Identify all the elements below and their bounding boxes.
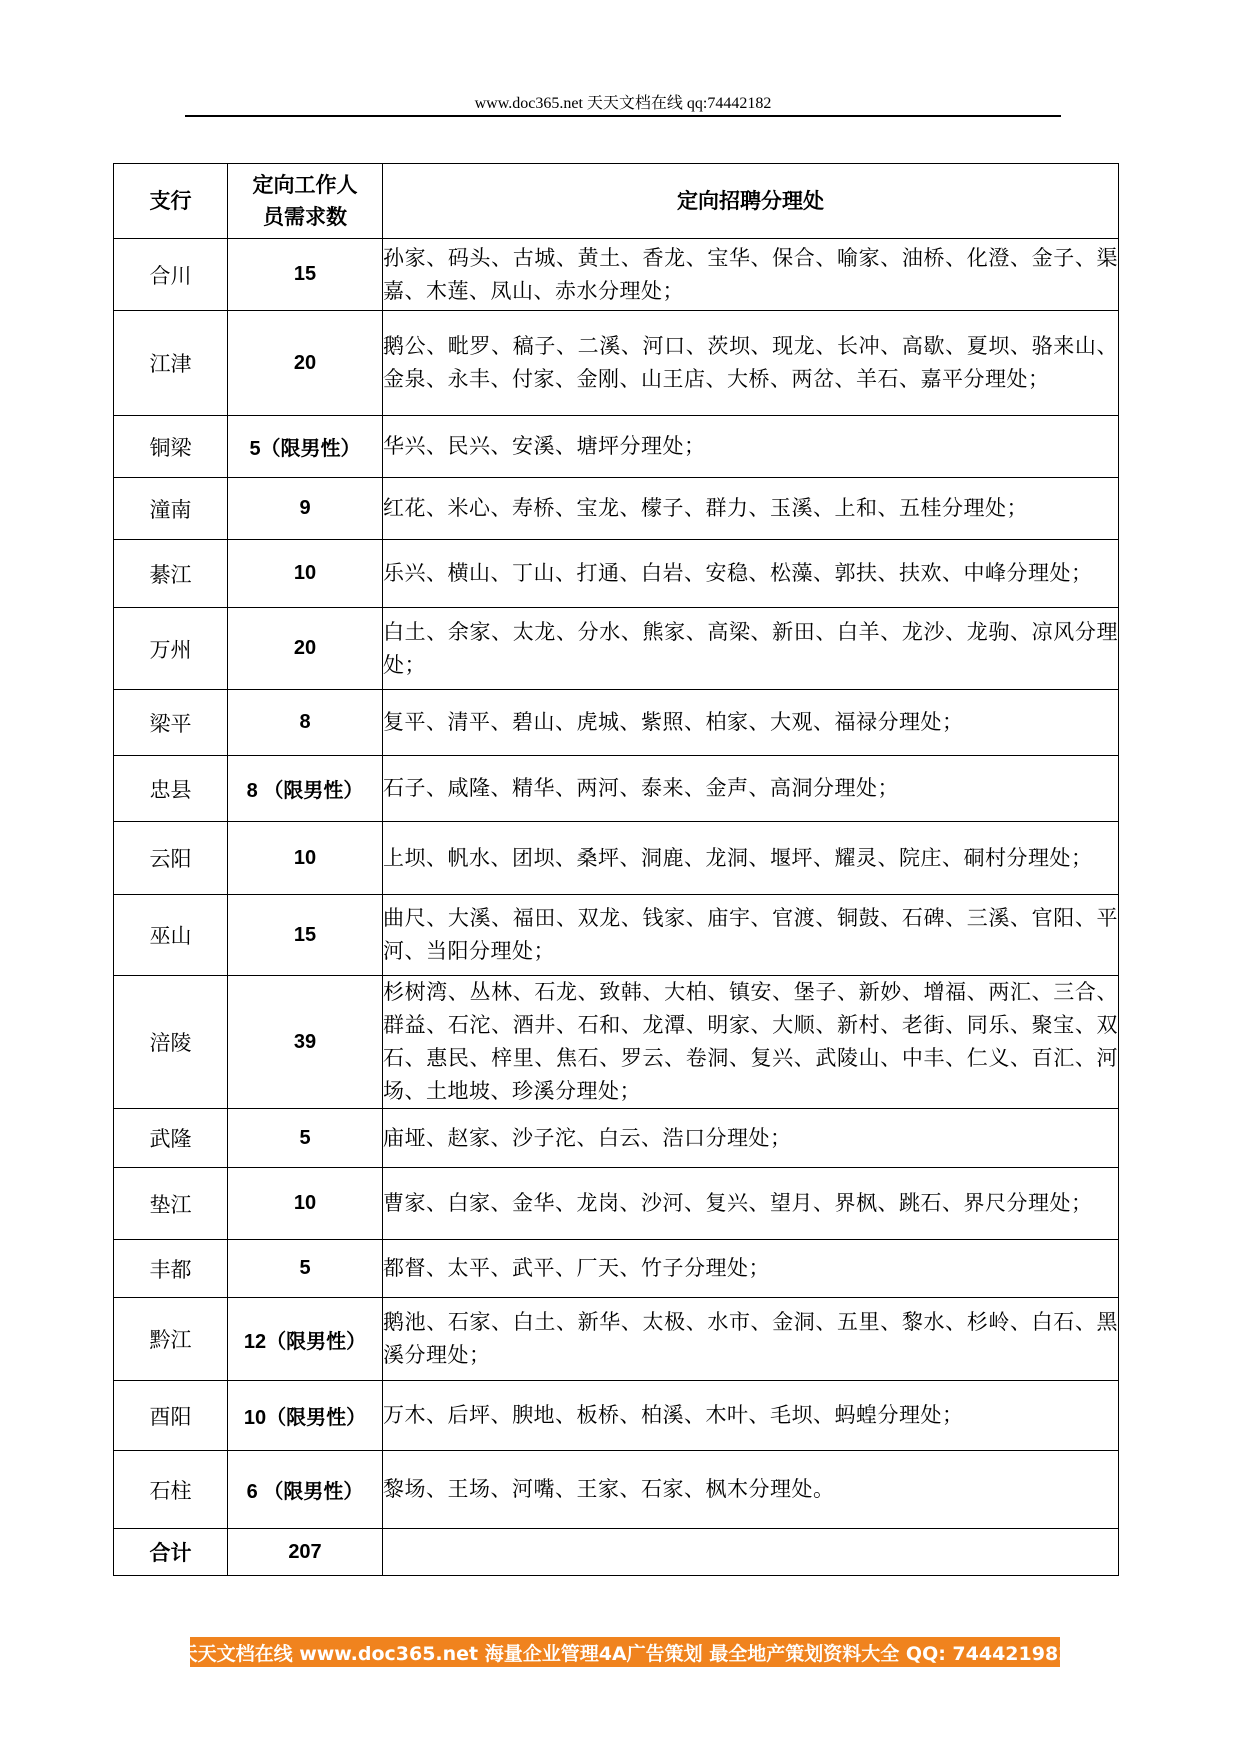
branch-cell: 江津 <box>114 311 228 416</box>
table-row <box>114 478 1119 540</box>
branch-cell: 涪陵 <box>114 976 228 1109</box>
count-cell: 10 <box>228 1168 383 1240</box>
count-cell: 10 <box>228 822 383 895</box>
offices-cell: 曹家、白家、金华、龙岗、沙河、复兴、望月、界枫、跳石、界尺分理处； <box>383 1168 1119 1240</box>
branch-cell: 丰都 <box>114 1240 228 1298</box>
table-row <box>114 1168 1119 1240</box>
total-label: 合计 <box>114 1529 228 1576</box>
offices-cell: 万木、后坪、腴地、板桥、柏溪、木叶、毛坝、蚂蝗分理处； <box>383 1381 1119 1451</box>
count-cell: 9 <box>228 478 383 540</box>
table-total-row <box>114 1529 1119 1576</box>
total-count: 207 <box>228 1529 383 1576</box>
branch-cell: 綦江 <box>114 540 228 608</box>
count-cell: 5 <box>228 1109 383 1168</box>
table-row <box>114 976 1119 1109</box>
header-offices: 定向招聘分理处 <box>383 164 1119 239</box>
offices-cell: 杉树湾、丛林、石龙、致韩、大柏、镇安、堡子、新妙、增福、两汇、三合、群益、石沱、酒井、石和、龙潭、明家、大顺、新村、老街、同乐、聚宝、双石、惠民、梓里、焦石、罗云、卷洞、复兴、武陵山、中丰、仁义、百汇、河场、土地坡、珍溪分理处； <box>383 976 1119 1109</box>
header-branch: 支行 <box>114 164 228 239</box>
branch-cell: 万州 <box>114 608 228 690</box>
header-count <box>228 164 383 239</box>
table-row <box>114 1240 1119 1298</box>
offices-cell: 上坝、帆水、团坝、桑坪、洞鹿、龙洞、堰坪、耀灵、院庄、硐村分理处； <box>383 822 1119 895</box>
table-row <box>114 1109 1119 1168</box>
branch-cell: 酉阳 <box>114 1381 228 1451</box>
table-row <box>114 311 1119 416</box>
branch-cell: 黔江 <box>114 1298 228 1381</box>
offices-cell: 华兴、民兴、安溪、塘坪分理处； <box>383 416 1119 478</box>
offices-cell: 石子、咸隆、精华、两河、泰来、金声、高洞分理处； <box>383 756 1119 822</box>
offices-cell: 鹅池、石家、白土、新华、太极、水市、金洞、五里、黎水、杉岭、白石、黑溪分理处； <box>383 1298 1119 1381</box>
branch-cell: 石柱 <box>114 1451 228 1529</box>
table-row <box>114 1298 1119 1381</box>
offices-cell: 都督、太平、武平、厂天、竹子分理处； <box>383 1240 1119 1298</box>
table-row <box>114 239 1119 311</box>
table-row <box>114 540 1119 608</box>
offices-cell: 复平、清平、碧山、虎城、紫照、柏家、大观、福禄分理处； <box>383 690 1119 756</box>
offices-cell: 孙家、码头、古城、黄土、香龙、宝华、保合、喻家、油桥、化澄、金子、渠嘉、木莲、凤山、赤水分理处； <box>383 239 1119 311</box>
table-body <box>114 239 1119 1529</box>
branch-cell: 潼南 <box>114 478 228 540</box>
count-cell: 6 （限男性） <box>228 1451 383 1529</box>
offices-cell: 黎场、王场、河嘴、王家、石家、枫木分理处。 <box>383 1451 1119 1529</box>
count-cell: 20 <box>228 608 383 690</box>
total-offices <box>383 1529 1119 1576</box>
branch-cell: 武隆 <box>114 1109 228 1168</box>
branch-cell: 合川 <box>114 239 228 311</box>
table-row <box>114 690 1119 756</box>
count-cell: 5（限男性） <box>228 416 383 478</box>
offices-cell: 鹅公、毗罗、稿子、二溪、河口、茨坝、现龙、长冲、高歇、夏坝、骆来山、金泉、永丰、付家、金刚、山王店、大桥、两岔、羊石、嘉平分理处； <box>383 311 1119 416</box>
branch-cell: 云阳 <box>114 822 228 895</box>
table-row <box>114 416 1119 478</box>
count-cell: 8 （限男性） <box>228 756 383 822</box>
count-cell: 10（限男性） <box>228 1381 383 1451</box>
header-count-text: 定向工作人员需求数 <box>252 172 358 229</box>
count-cell: 15 <box>228 895 383 976</box>
offices-cell: 乐兴、横山、丁山、打通、白岩、安稳、松藻、郭扶、扶欢、中峰分理处； <box>383 540 1119 608</box>
count-cell: 10 <box>228 540 383 608</box>
branch-cell: 巫山 <box>114 895 228 976</box>
offices-cell: 红花、米心、寿桥、宝龙、檬子、群力、玉溪、上和、五桂分理处； <box>383 478 1119 540</box>
header-divider <box>185 115 1061 117</box>
count-cell: 39 <box>228 976 383 1109</box>
count-cell: 5 <box>228 1240 383 1298</box>
table-row <box>114 822 1119 895</box>
branch-cell: 忠县 <box>114 756 228 822</box>
table-row <box>114 608 1119 690</box>
recruitment-table <box>113 163 1119 1576</box>
offices-cell: 曲尺、大溪、福田、双龙、钱家、庙宇、官渡、铜鼓、石碑、三溪、官阳、平河、当阳分理处； <box>383 895 1119 976</box>
table-row <box>114 756 1119 822</box>
count-cell: 8 <box>228 690 383 756</box>
page-header: www.doc365.net 天天文档在线 qq:74442182 <box>474 95 772 112</box>
branch-cell: 梁平 <box>114 690 228 756</box>
branch-cell: 垫江 <box>114 1168 228 1240</box>
count-cell: 15 <box>228 239 383 311</box>
branch-cell: 铜梁 <box>114 416 228 478</box>
count-cell: 12（限男性） <box>228 1298 383 1381</box>
table-row <box>114 895 1119 976</box>
count-cell: 20 <box>228 311 383 416</box>
table-header-row <box>114 164 1119 239</box>
footer-banner: 天天文档在线 www.doc365.net 海量企业管理4A广告策划 最全地产策划资料大全 QQ: 744421982 <box>190 1637 1060 1667</box>
table-row <box>114 1381 1119 1451</box>
offices-cell: 白土、余家、太龙、分水、熊家、高梁、新田、白羊、龙沙、龙驹、凉风分理处； <box>383 608 1119 690</box>
table-row <box>114 1451 1119 1529</box>
offices-cell: 庙垭、赵家、沙子沱、白云、浩口分理处； <box>383 1109 1119 1168</box>
